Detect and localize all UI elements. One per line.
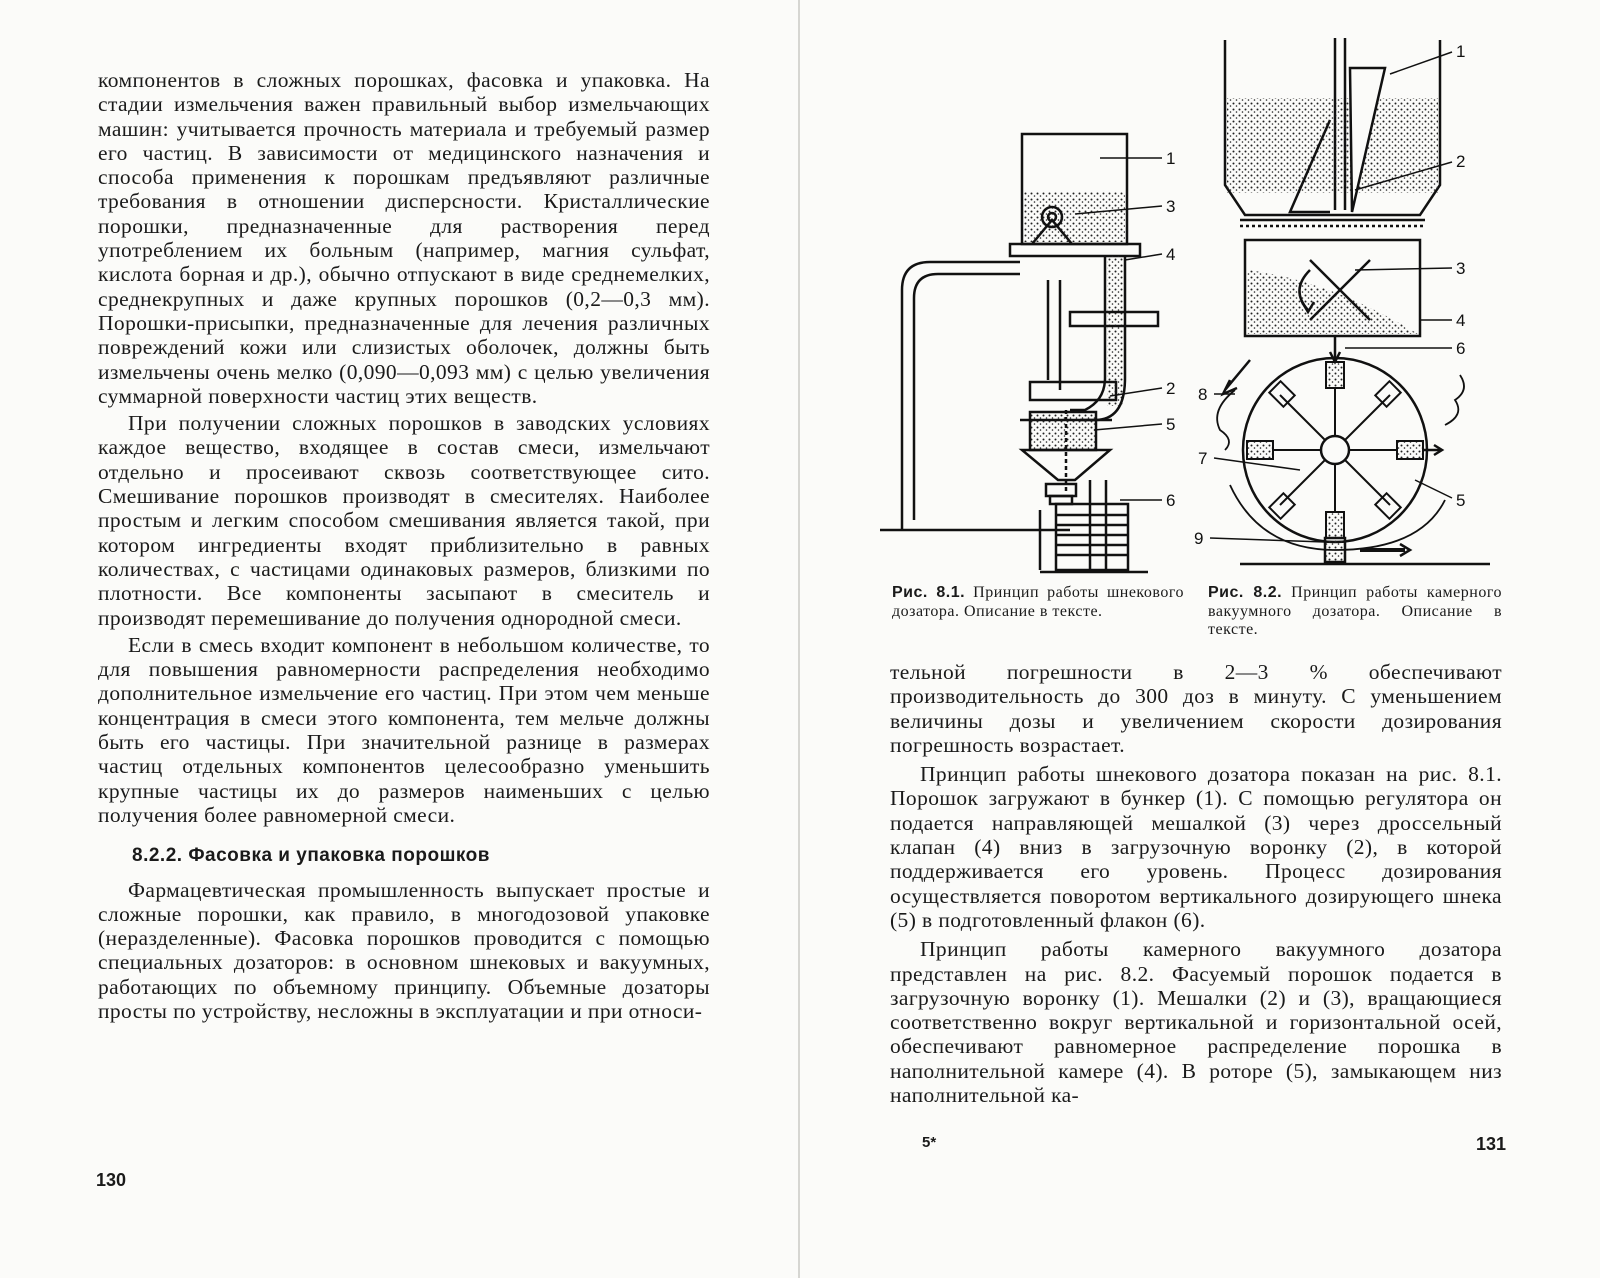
left-paragraph-1: компонентов в сложных порошках, фасовка и упаковка. На стадии измельчения важен правильный выбор измельчающих машин: учитывается прочность материала и требуемый размер его частиц. В зависимости от медицинского назначения и способа применения к порошкам предъявляют различные требования в отношении дисперсности. Кристаллические порошки, предназначенные для растворения перед употреблением их больным (например, магния сульфат, кислота борная и др.), обычно отпускают в виде среднемелких, среднекрупных и даже крупных порошков (0,2—0,3 мм). Порошки-присыпки, предназначенные для лечения различных повреждений кожи или слизистых оболочек, должны быть измельчены очень мелко (0,090—0,093 мм) с целью увеличения суммарной поверхности частиц этих веществ.: [98, 68, 710, 408]
figure-8-2-caption-text: Принцип работы камерного вакуумного дозатора. Описание в тексте.: [1208, 584, 1503, 638]
fig2-label-9: 9: [1194, 529, 1204, 548]
fig1-label-2: 2: [1166, 379, 1176, 398]
right-paragraph-3: Принцип работы камерного вакуумного дозатора представлен на рис. 8.2. Фасуемый порошок подается в загрузочную воронку (1). Мешалки (2) и (3), вращающиеся соответственно вокруг вертикальной и горизонтальной осей, обеспечивают равномерное распределение порошка в наполнительной камере (4). В роторе (5), замыкающем низ наполнительной ка-: [890, 937, 1502, 1108]
fig2-label-7: 7: [1198, 449, 1208, 468]
figure-8-2-vacuum-dispenser: [1190, 30, 1510, 570]
left-paragraph-4: Фармацевтическая промышленность выпускает простые и сложные порошки, как правило, в многодозовой упаковке (неразделенные). Фасовка порошков проводится с помощью специальных дозаторов: в основном шнековых и вакуумных, работающих по объемному принципу. Объемные дозаторы просты по устройству, несложны в эксплуатации и при относи-: [98, 877, 710, 1023]
fig1-label-6: 6: [1166, 491, 1176, 510]
fig2-label-5: 5: [1456, 491, 1466, 510]
right-paragraph-2: Принцип работы шнекового дозатора показан на рис. 8.1. Порошок загружают в бункер (1). С помощью регулятора он подается направляющей мешалкой (3) через дроссельный клапан (4) вниз в загрузочную воронку (2), в которой поддерживается его уровень. Процесс дозирования осуществляется поворотом вертикального дозирующего шнека (5) в подготовленный флакон (6).: [890, 762, 1502, 932]
figure-8-2-caption-prefix: Рис. 8.2.: [1208, 584, 1283, 601]
figure-8-2-caption: [1208, 584, 1502, 640]
figure-8-1-caption-text: Принцип работы шнекового дозатора. Описание в тексте.: [892, 584, 1184, 620]
fig2-label-8: 8: [1198, 385, 1208, 404]
page-number-right: 131: [1476, 1134, 1507, 1154]
fig1-label-5: 5: [1166, 415, 1176, 434]
signature-mark: 5*: [922, 1134, 937, 1151]
left-paragraph-3: Если в смесь входит компонент в небольшом количестве, то для повышения равномерности распределения необходимо дополнительное измельчение его частиц. При этом чем меньше концентрация в смеси этого компонента, тем мельче должны быть его частицы. При значительной разнице в размерах частиц отдельных компонентов целесообразно уменьшить крупные частицы их до размеров наименьших с целью получения более равномерной смеси.: [98, 632, 710, 827]
figure-8-1-caption: [892, 584, 1184, 621]
fig2-label-2: 2: [1456, 152, 1466, 171]
fig2-label-4: 4: [1456, 311, 1466, 330]
fig2-label-1: 1: [1456, 42, 1466, 61]
left-paragraph-2: При получении сложных порошков в заводских условиях каждое вещество, входящее в состав смеси, измельчают отдельно и просеивают сквозь соответствующее сито. Смешивание порошков производят в смесителях. Наиболее простым и легким способом смешивания является такой, при котором ингредиенты входят приблизительно в равных количествах, с частицами одинаковых размеров, близкими по плотности. Все компоненты засыпают в смеситель и производят перемешивание до получения однородной смеси.: [98, 411, 710, 630]
fig1-label-3: 3: [1166, 197, 1176, 216]
right-paragraph-1: тельной погрешности в 2—3 % обеспечивают производительность до 300 доз в минуту. С уменьшением величины дозы и увеличением скорости дозирования погрешность возрастает.: [890, 660, 1502, 757]
fig2-label-3: 3: [1456, 259, 1466, 278]
figure-8-1-auger-dispenser: [880, 120, 1210, 580]
left-page-text: [98, 68, 710, 1023]
fig1-label-1: 1: [1166, 149, 1176, 168]
right-page-text: [890, 660, 1502, 1107]
fig2-label-6: 6: [1456, 339, 1466, 358]
section-heading: 8.2.2. Фасовка и упаковка порошков: [132, 845, 490, 867]
figure-8-1-caption-prefix: Рис. 8.1.: [892, 584, 966, 601]
fig1-label-4: 4: [1166, 245, 1176, 264]
page-number-left: 130: [96, 1170, 127, 1190]
